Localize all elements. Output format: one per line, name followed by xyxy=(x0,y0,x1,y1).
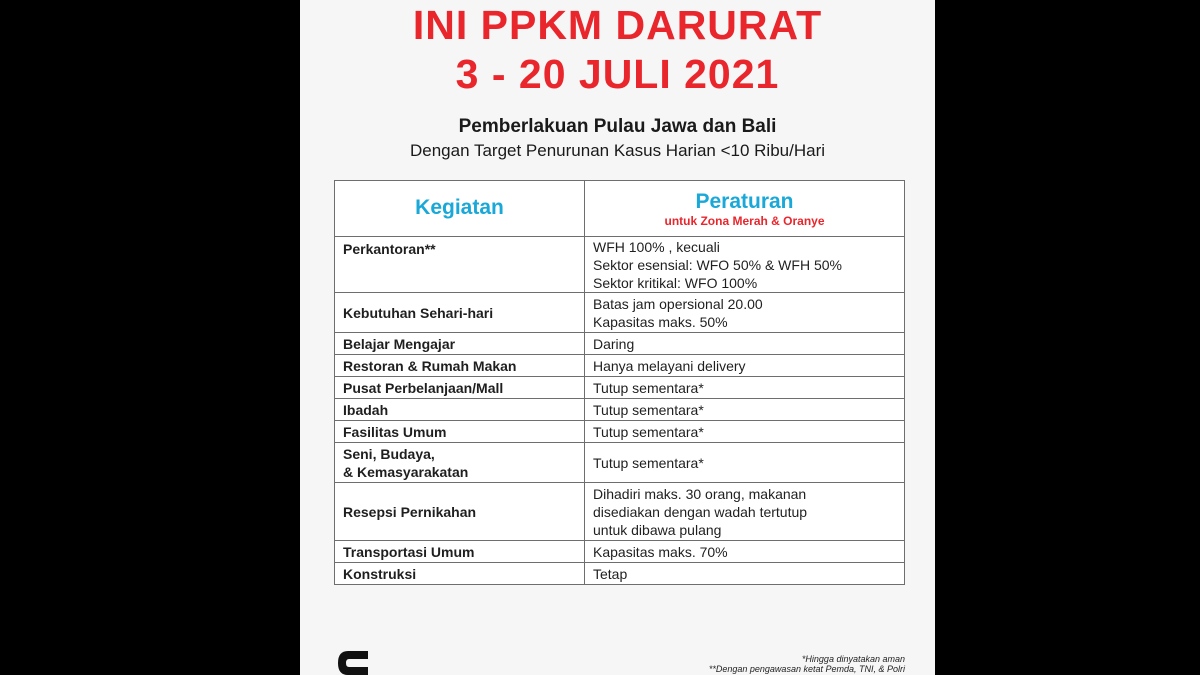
table-row xyxy=(335,483,905,541)
rule-line: untuk dibawa pulang xyxy=(593,521,722,538)
table-row xyxy=(335,541,905,563)
table-row xyxy=(335,237,905,293)
rule-line: Batas jam opersional 20.00 xyxy=(593,295,763,312)
activity-cell: Transportasi Umum xyxy=(335,541,585,563)
header-rule-label: Peraturan xyxy=(695,189,794,213)
header-activity-label: Kegiatan xyxy=(415,196,504,219)
poster-date-range: 3 - 20 JULI 2021 xyxy=(455,51,780,97)
rule-cell: Tutup sementara* xyxy=(585,443,905,483)
table-row xyxy=(335,399,905,421)
rule-cell: Tutup sementara* xyxy=(585,377,905,399)
ppkm-poster xyxy=(300,0,935,675)
rule-cell: Tetap xyxy=(585,563,905,585)
activity-cell xyxy=(335,443,585,483)
rule-line: Sektor esensial: WFO 50% & WFH 50% xyxy=(593,256,842,273)
rule-line: disediakan dengan wadah tertutup xyxy=(593,503,808,520)
activity-line: Seni, Budaya, xyxy=(343,445,435,462)
header-activity xyxy=(335,181,585,237)
rule-cell: Tutup sementara* xyxy=(585,399,905,421)
rules-table xyxy=(334,180,905,585)
activity-cell: Kebutuhan Sehari-hari xyxy=(335,293,585,333)
rule-cell xyxy=(585,483,905,541)
rule-cell: Daring xyxy=(585,333,905,355)
table-row xyxy=(335,377,905,399)
activity-cell: Konstruksi xyxy=(335,563,585,585)
activity-cell: Perkantoran** xyxy=(335,237,585,293)
table-row xyxy=(335,355,905,377)
table-row xyxy=(335,443,905,483)
rule-line: WFH 100% , kecuali xyxy=(593,238,720,255)
rule-line: Sektor kritikal: WFO 100% xyxy=(593,274,758,291)
activity-cell: Fasilitas Umum xyxy=(335,421,585,443)
activity-cell: Ibadah xyxy=(335,399,585,421)
activity-cell: Pusat Perbelanjaan/Mall xyxy=(335,377,585,399)
footnote-safe: *Hingga dinyatakan aman xyxy=(801,654,905,664)
activity-cell: Belajar Mengajar xyxy=(335,333,585,355)
c-logo-icon xyxy=(334,645,370,675)
activity-cell: Resepsi Pernikahan xyxy=(335,483,585,541)
activity-line: & Kemasyarakatan xyxy=(343,463,469,480)
activity-cell: Restoran & Rumah Makan xyxy=(335,355,585,377)
rule-cell: Tutup sementara* xyxy=(585,421,905,443)
rule-cell xyxy=(585,237,905,293)
table-row xyxy=(335,333,905,355)
poster-title: INI PPKM DARURAT xyxy=(412,2,823,48)
header-rule-sublabel: untuk Zona Merah & Oranye xyxy=(664,213,825,228)
table-row xyxy=(335,293,905,333)
rule-cell: Hanya melayani delivery xyxy=(585,355,905,377)
header-rule xyxy=(585,181,905,237)
rule-line: Dihadiri maks. 30 orang, makanan xyxy=(593,485,807,502)
table-row xyxy=(335,421,905,443)
poster-subtitle: Pemberlakuan Pulau Jawa dan Bali xyxy=(458,116,777,137)
rule-cell: Kapasitas maks. 70% xyxy=(585,541,905,563)
rule-line: Kapasitas maks. 50% xyxy=(593,313,728,330)
footnote-supervision: **Dengan pengawasan ketat Pemda, TNI, & Polri xyxy=(708,664,905,674)
poster-target: Dengan Target Penurunan Kasus Harian <10 Ribu/Hari xyxy=(409,141,826,160)
rule-cell xyxy=(585,293,905,333)
table-header-row xyxy=(335,181,905,237)
table-row xyxy=(335,563,905,585)
